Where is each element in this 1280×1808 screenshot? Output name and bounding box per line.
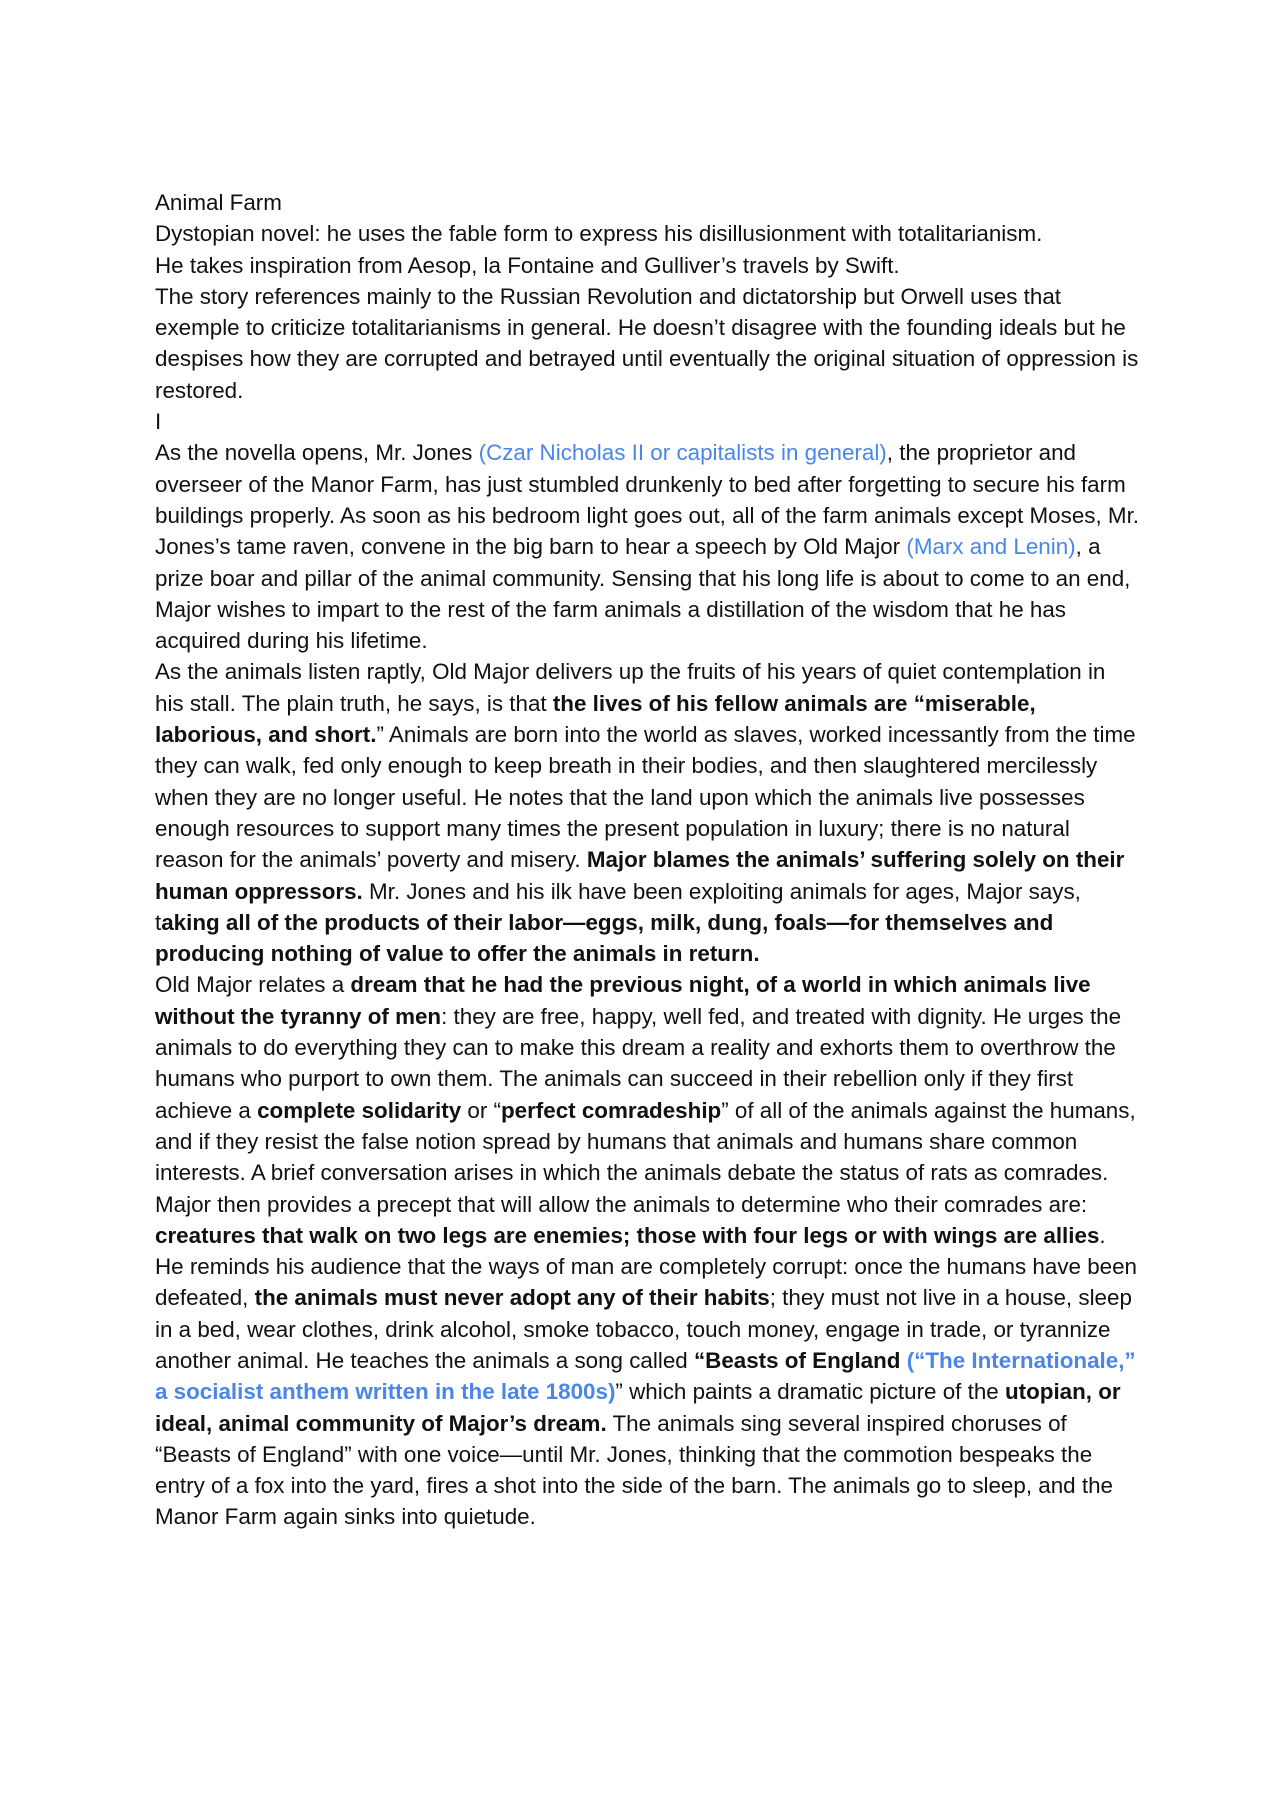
text-run: As the animals listen raptly, Old Major delivers up the fruits of his years of quiet contemplation in his stall. The plain truth, he says, is that [155, 659, 1106, 716]
text-run: Major then provides a precept that will allow the animals to determine who their comrades are: [155, 1191, 1088, 1217]
bold-highlight: the lives of his fellow animals are “miserable, laborious, and short. [155, 690, 1036, 748]
bold-highlight: dream that he had the previous night, of a world in which animals live without the tyranny of men [155, 972, 1091, 1029]
annotation-note: (“The Internationale,” a socialist anthem written in the late 1800s) [155, 1347, 1136, 1405]
bold-highlight: creatures that walk on two legs are enemies; those with four legs or with wings are allies [155, 1222, 1100, 1248]
text-run: ” of all of the animals against the humans, and if they resist the false notion spread by humans that animals and humans share common interests. A brief conversation arises in which the animals debate the status of rats as comrades. [155, 1097, 1136, 1186]
paragraph-old-major-speech [155, 656, 1140, 969]
text-run: , the proprietor and overseer of the Manor Farm, has just stumbled drunkenly to bed after forgetting to secure his farm buildings properly. As soon as his bedroom light goes out, all of the farm animals except Moses, Mr. Jones’s tame raven, convene in the big barn to hear a speech by Old Major [155, 440, 1140, 560]
bold-highlight: utopian, or ideal, animal community of Major’s dream. [155, 1379, 1121, 1436]
bold-highlight: Major blames the animals’ suffering solely on their human oppressors. [155, 847, 1125, 904]
chapter-marker: I [155, 409, 162, 435]
annotation-note: (Czar Nicholas II or capitalists in general) [478, 440, 887, 466]
bold-highlight: perfect comradeship [500, 1097, 722, 1123]
text-run: ” which paints a dramatic picture of the [615, 1379, 1005, 1405]
intro-line-2: He takes inspiration from Aesop, la Fontaine and Gulliver’s travels by Swift. [155, 252, 900, 278]
paragraph-precept [155, 1189, 1140, 1533]
text-run: : they are free, happy, well fed, and treated with dignity. He urges the animals to do everything they can to make this dream a reality and exhorts them to overthrow the humans who purport to own them. The animals can succeed in their rebellion only if they first achieve a [155, 1003, 1122, 1123]
bold-highlight: “Beasts of England [693, 1347, 907, 1373]
document-body [155, 187, 1140, 1533]
bold-highlight: complete solidarity [257, 1097, 462, 1123]
intro-line-1: Dystopian novel: he uses the fable form to express his disillusionment with totalitarianism. [155, 221, 1043, 247]
text-run: As the novella opens, Mr. Jones [155, 440, 479, 466]
text-run: ” Animals are born into the world as slaves, worked incessantly from the time they can walk, fed only enough to keep breath in their bodies, and then slaughtered mercilessly when they are no longer useful. He notes that the land upon which the animals live possesses enough resources to support many times the present population in luxury; there is no natural reason for the animals’ poverty and misery. [155, 722, 1136, 873]
text-run: ; they must not live in a house, sleep in a bed, wear clothes, drink alcohol, smoke tobacco, touch money, engage in trade, or tyrannize another animal. He teaches the animals a song called [155, 1285, 1132, 1373]
bold-highlight: the animals must never adopt any of their habits [254, 1285, 770, 1311]
text-run: , a prize boar and pillar of the animal community. Sensing that his long life is about to come to an end, Major wishes to impart to the rest of the farm animals a distillation of the wisdom that he has acquired during his lifetime. [155, 534, 1131, 654]
text-run: . He reminds his audience that the ways of man are completely corrupt: once the humans have been defeated, [155, 1222, 1138, 1311]
intro-paragraph: The story references mainly to the Russian Revolution and dictatorship but Orwell uses that exemple to criticize totalitarianisms in general. He doesn’t disagree with the founding ideals but he despises how they are corrupted and betrayed until eventually the original situation of oppression is restored. [155, 283, 1139, 403]
document-title: Animal Farm [155, 190, 282, 215]
text-run: Mr. Jones and his ilk have been exploiting animals for ages, Major says, t [155, 878, 1081, 935]
text-run: The animals sing several inspired choruses of “Beasts of England” with one voice—until Mr. Jones, thinking that the commotion bespeaks the entry of a fox into the yard, fires a shot into the side of the barn. The animals go to sleep, and the Manor Farm again sinks into quietude. [155, 1410, 1113, 1530]
paragraph-dream [155, 969, 1140, 1188]
paragraph-opening [155, 437, 1140, 656]
text-run: or “ [461, 1097, 501, 1123]
annotation-note: (Marx and Lenin) [906, 534, 1076, 560]
bold-highlight: aking all of the products of their labor—eggs, milk, dung, foals—for themselves and producing nothing of value to offer the animals in return. [155, 909, 1054, 967]
text-run: Old Major relates a [155, 972, 351, 998]
